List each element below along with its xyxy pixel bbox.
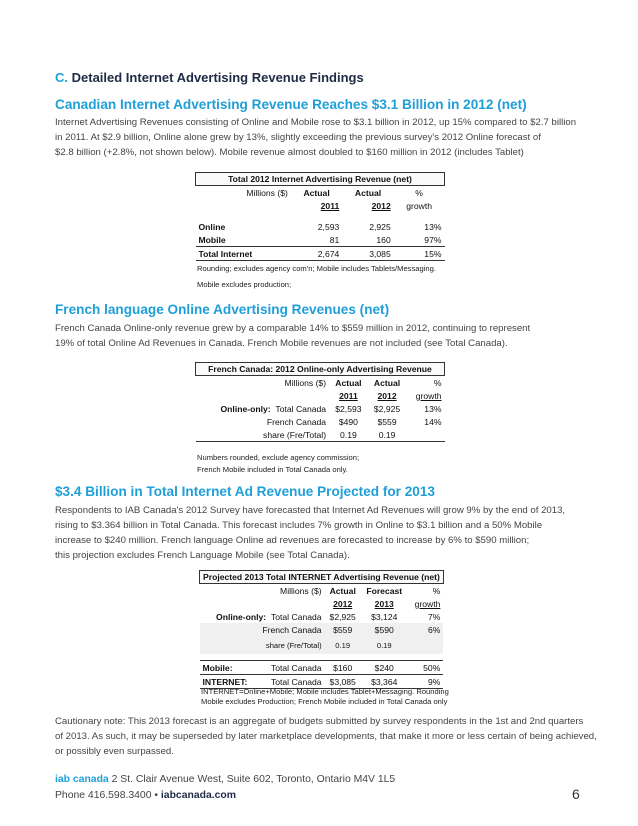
row-group-label: Mobile: xyxy=(202,662,233,673)
row-label: Total Canada xyxy=(275,403,327,414)
cell-value: 15% xyxy=(394,247,445,261)
cell-value: $3,364 xyxy=(361,675,408,689)
paragraph-2013-projection xyxy=(55,503,595,563)
cell-value: 0.19 xyxy=(368,428,407,442)
note-line: Mobile excludes Production; French Mobile included in Total Canada only xyxy=(201,697,448,706)
table-unit: Millions ($) xyxy=(284,377,327,388)
table-note xyxy=(201,687,449,707)
col-header-year: 2011 xyxy=(339,390,358,401)
cell-value: 0.19 xyxy=(329,428,368,442)
table-caption: Total 2012 Internet Advertising Revenue (net) xyxy=(196,173,445,186)
row-group-label: Online-only: xyxy=(216,611,267,622)
table-row xyxy=(196,428,445,442)
paragraph-line: French Canada Online-only revenue grew by a comparable 14% to $559 million in 2012, continuing to represent xyxy=(55,323,531,334)
cell-value: 2,593 xyxy=(317,221,340,232)
cell-value: 9% xyxy=(408,675,444,689)
table-projected-2013 xyxy=(199,570,444,689)
table-row xyxy=(196,415,445,428)
cell-value: 13% xyxy=(424,221,442,232)
cell-value xyxy=(408,636,444,654)
note-line: Mobile excludes production; xyxy=(197,280,292,289)
footer-brand: iab canada xyxy=(55,774,109,785)
table-caption: French Canada: 2012 Online-only Advertising Revenue xyxy=(196,363,445,376)
table-caption: Projected 2013 Total INTERNET Advertising Revenue (net) xyxy=(200,571,444,584)
col-header: % xyxy=(432,585,441,596)
note-line: INTERNET=Online+Mobile; Mobile includes Tablet+Messaging. Rounding xyxy=(201,687,449,696)
cell-value: 97% xyxy=(394,233,445,247)
heading-french-revenue: French language Online Advertising Revenues (net) xyxy=(55,302,390,317)
row-label: share (Fre/Total) xyxy=(196,428,330,442)
paragraph-line: or possibly even surpassed. xyxy=(55,746,174,757)
table-unit: Millions ($) xyxy=(246,187,288,198)
heading-internet-revenue: Canadian Internet Advertising Revenue Reaches $3.1 Billion in 2012 (net) xyxy=(55,97,527,112)
footer-address: 2 St. Clair Avenue West, Suite 602, Toronto, Ontario M4V 1L5 xyxy=(108,774,396,785)
col-header-growth: growth xyxy=(415,390,442,401)
table-row xyxy=(200,636,444,654)
col-header: Actual xyxy=(373,377,401,388)
cautionary-note xyxy=(55,714,595,759)
col-header-year: 2012 xyxy=(377,390,397,401)
table-row xyxy=(196,402,445,415)
table-french-canada-2012 xyxy=(195,362,445,442)
cell-value: 50% xyxy=(408,661,444,675)
cell-value: $3,085 xyxy=(325,675,361,689)
cell-value: 2,925 xyxy=(369,221,391,232)
section-title: Detailed Internet Advertising Revenue Findings xyxy=(71,70,364,85)
paragraph-line: $2.8 billion (+2.8%, not shown below). Mobile revenue almost doubled to $160 million in 2012 (includes Tablet) xyxy=(55,147,524,158)
footer-address-line xyxy=(55,774,395,785)
cell-value: 3,085 xyxy=(342,247,393,261)
table-note xyxy=(197,452,359,476)
col-header: Forecast xyxy=(366,585,403,596)
col-header-year: 2011 xyxy=(320,200,340,211)
col-header-year: 2012 xyxy=(333,598,353,609)
row-label: Total Canada xyxy=(270,662,322,673)
cell-value: $2,925 xyxy=(373,403,401,414)
col-header: Actual xyxy=(354,187,382,198)
row-label: Total Internet xyxy=(196,247,291,261)
cell-value: $2,593 xyxy=(335,403,362,414)
row-group-label: Online-only: xyxy=(220,403,271,414)
paragraph-line: Cautionary note: This 2013 forecast is an aggregate of budgets submitted by survey respondents in the 1st and 2nd quarters xyxy=(55,716,584,727)
paragraph-internet-revenue xyxy=(55,115,595,160)
col-header: Actual xyxy=(335,377,362,388)
table-row xyxy=(200,623,444,636)
cell-value: $240 xyxy=(361,661,408,675)
table-row xyxy=(196,247,445,261)
row-label: share (Fre/Total) xyxy=(265,640,322,650)
note-line: Numbers rounded, exclude agency commission; xyxy=(197,453,360,462)
footer-website-link[interactable]: iabcanada.com xyxy=(160,790,236,801)
paragraph-line: in 2011. At $2.9 billion, Online alone grew by 13%, slightly exceeding the previous survey's 2012 Online forecast of xyxy=(55,132,541,143)
cell-value: $559 xyxy=(377,416,397,427)
cell-value: $590 xyxy=(374,624,394,635)
row-label: Online xyxy=(198,221,226,232)
cell-value xyxy=(406,428,444,442)
cell-value: $490 xyxy=(338,416,358,427)
table-row xyxy=(196,220,445,233)
cell-value: 2,674 xyxy=(291,247,342,261)
page-number: 6 xyxy=(572,786,580,802)
footer-contact-line xyxy=(55,790,236,801)
paragraph-line: increase to $240 million. French language Online ad revenues are forecasted to increase by 6% to $590 million; xyxy=(55,535,530,546)
cell-value: 81 xyxy=(291,233,342,247)
col-header: % xyxy=(415,187,423,198)
cell-value: $2,925 xyxy=(329,611,356,622)
row-group-label: INTERNET: xyxy=(202,676,248,687)
row-label: Total Canada xyxy=(270,611,322,622)
table-row xyxy=(200,661,444,675)
heading-2013-projection: $3.4 Billion in Total Internet Ad Revenue Projected for 2013 xyxy=(55,484,435,499)
paragraph-line: Respondents to IAB Canada's 2012 Survey have forecasted that Internet Ad Revenues will grow 9% by the end of 2013, xyxy=(55,505,566,516)
paragraph-line: this projection excludes French Language Mobile (see Total Canada). xyxy=(55,550,350,561)
table-row xyxy=(200,610,444,623)
col-header: Actual xyxy=(303,187,330,198)
cell-value: $160 xyxy=(325,661,361,675)
col-header-year: 2013 xyxy=(374,598,394,609)
footer-phone: Phone 416.598.3400 • xyxy=(55,790,161,801)
section-heading xyxy=(55,70,364,85)
cell-value: 0.19 xyxy=(335,640,351,650)
row-label: French Canada xyxy=(266,416,327,427)
table-total-2012-internet xyxy=(195,172,445,261)
paragraph-line: of 2013. As such, it may be superseded by later marketplace developments, that make it more or less certain of being achieved, xyxy=(55,731,597,742)
cell-value: $3,124 xyxy=(371,611,398,622)
paragraph-line: 19% of total Online Ad Revenues in Canada. French Mobile revenues are not included (see Total Canada). xyxy=(55,338,508,349)
row-label: French Canada xyxy=(262,624,322,635)
section-letter: C. xyxy=(55,70,68,85)
cell-value: $559 xyxy=(333,624,353,635)
row-label: Total Canada xyxy=(270,676,322,687)
cell-value: 13% xyxy=(424,403,442,414)
note-line: Rounding; excludes agency com'n; Mobile includes Tablets/Messaging. xyxy=(197,264,436,273)
paragraph-line: rising to $3.364 billion in Total Canada. This forecast includes 7% growth in Online to $3.1 billion and a 50% Mobile xyxy=(55,520,543,531)
table-note xyxy=(197,263,436,291)
table-unit: Millions ($) xyxy=(280,585,322,596)
col-header-growth: growth xyxy=(414,598,441,609)
col-header-growth: growth xyxy=(406,200,433,211)
cell-value: 0.19 xyxy=(376,640,392,650)
col-header: Actual xyxy=(329,585,356,596)
cell-value: 6% xyxy=(427,624,441,635)
cell-value: 7% xyxy=(427,611,441,622)
cell-value: 14% xyxy=(424,416,442,427)
note-line: French Mobile included in Total Canada only. xyxy=(197,465,348,474)
cell-value: 160 xyxy=(342,233,393,247)
col-header: % xyxy=(433,377,442,388)
paragraph-french-revenue xyxy=(55,321,595,351)
col-header-year: 2012 xyxy=(371,200,391,211)
row-label: Mobile xyxy=(196,233,291,247)
paragraph-line: Internet Advertising Revenues consisting of Online and Mobile rose to $3.1 billion in 2012, up 15% compared to $2.7 billion xyxy=(55,117,577,128)
table-row xyxy=(196,233,445,247)
